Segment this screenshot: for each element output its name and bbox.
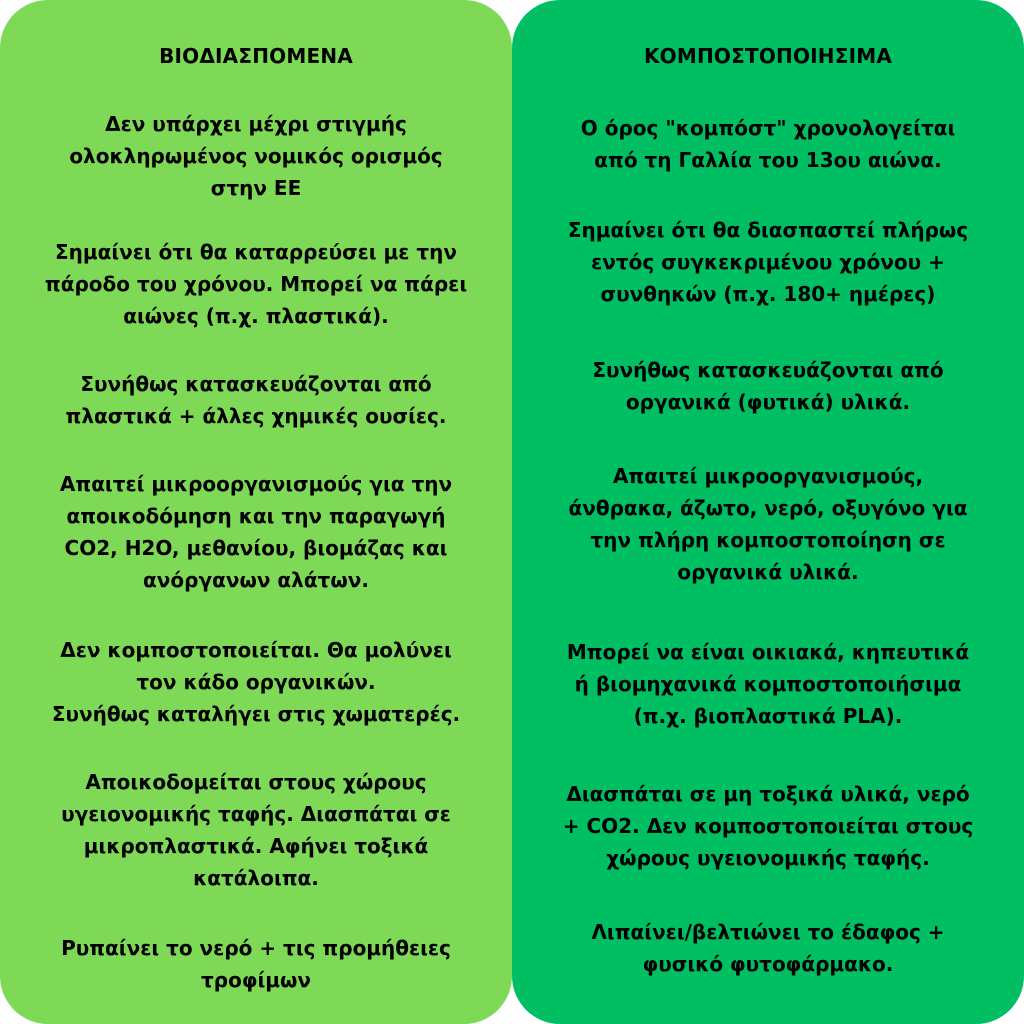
compostable-title: ΚΟΜΠΟΣΤΟΠΟΙΗΣΙΜΑ: [643, 44, 893, 68]
compostable-point-meaning: Σημαίνει ότι θα διασπαστεί πλήρως εντός συγκεκριμένου χρόνου + συνθηκών (π.χ. 180+ ημέρες): [567, 218, 969, 306]
compostable-point-breakdown: Διασπάται σε μη τοξικά υλικά, νερό + CO2. Δεν κομποστοποιείται στους χώρους υγειονομικής ταφής.: [562, 782, 974, 870]
biodegradable-point-materials: Συνήθως κατασκευάζονται από πλαστικά + άλλες χημικές ουσίες.: [65, 372, 447, 428]
compostable-point-soil: Λιπαίνει/βελτιώνει το έδαφος + φυσικό φυτοφάρμακο.: [591, 920, 945, 976]
compostable-point-types: Μπορεί να είναι οικιακά, κηπευτικά ή βιομηχανικά κομποστοποιήσιμα (π.χ. βιοπλαστικά PLA).: [566, 640, 970, 728]
biodegradable-point-legal-definition: Δεν υπάρχει μέχρι στιγμής ολοκληρωμένος νομικός ορισμός στην ΕΕ: [69, 112, 443, 200]
biodegradable-point-not-compostable: Δεν κομποστοποιείται. Θα μολύνει τον κάδο οργανικών. Συνήθως καταλήγει στις χωματερές.: [51, 638, 461, 726]
biodegradable-title: ΒΙΟΔΙΑΣΠΟΜΕΝΑ: [159, 44, 353, 68]
biodegradable-point-pollution: Ρυπαίνει το νερό + τις προμήθειες τροφίμων: [61, 936, 451, 992]
biodegradable-point-meaning: Σημαίνει ότι θα καταρρεύσει με την πάροδο του χρόνου. Μπορεί να πάρει αιώνες (π.χ. πλαστικά).: [44, 240, 468, 328]
compostable-point-requirements: Απαιτεί μικροοργανισμούς, άνθρακα, άζωτο, νερό, οξυγόνο για την πλήρη κομποστοποίηση σε οργανικά υλικά.: [568, 464, 968, 584]
compostable-panel: [512, 0, 1024, 1024]
compostable-point-history: Ο όρος "κομπόστ" χρονολογείται από τη Γαλλία του 13ου αιώνα.: [580, 116, 956, 172]
biodegradable-point-landfill: Αποικοδομείται στους χώρους υγειονομικής ταφής. Διασπάται σε μικροπλαστικά. Αφήνει τοξικά κατάλοιπα.: [61, 770, 451, 890]
compostable-point-materials: Συνήθως κατασκευάζονται από οργανικά (φυτικά) υλικά.: [592, 358, 944, 414]
biodegradable-point-requirements: Απαιτεί μικροοργανισμούς για την αποικοδόμηση και την παραγωγή CO2, H2O, μεθανίου, βιομάζας και ανόργανων αλάτων.: [59, 472, 453, 592]
